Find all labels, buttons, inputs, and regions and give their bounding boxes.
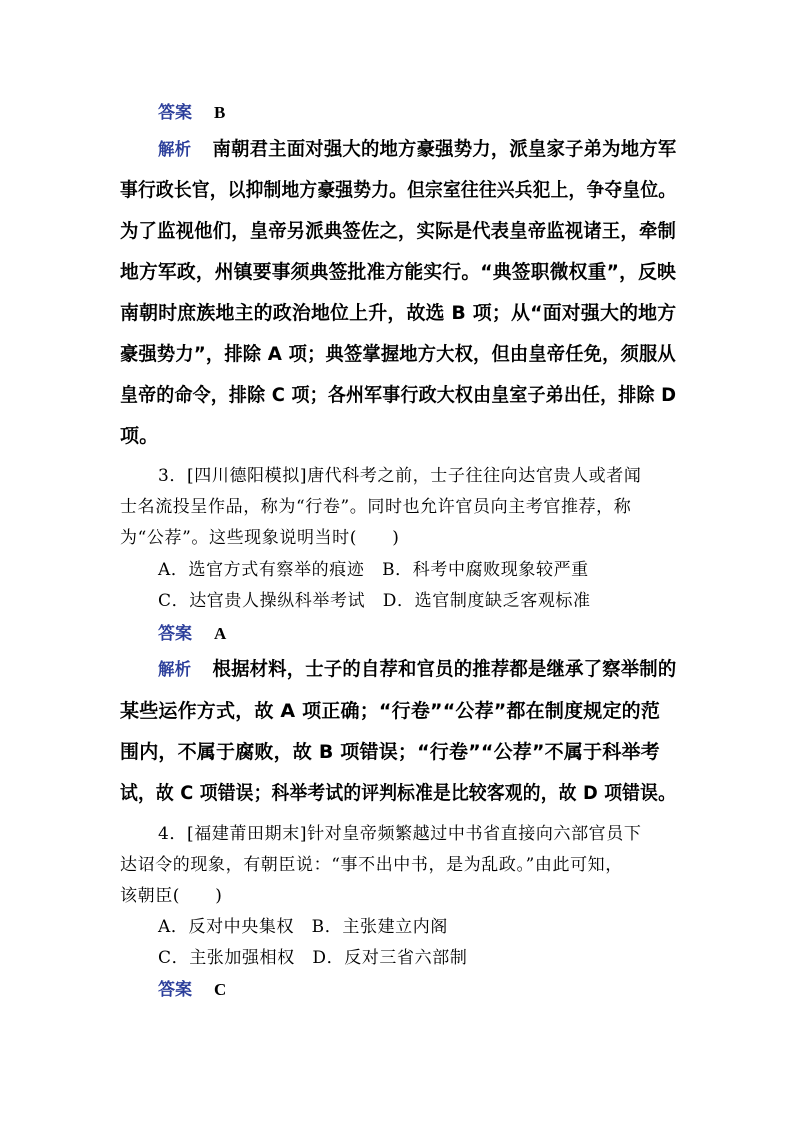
question-4-stem: 4．[福建莆田期末]针对皇帝频繁越过中书省直接向六部官员下 — [158, 824, 642, 844]
analysis-line: 项。 — [120, 425, 159, 447]
answer-value: C — [214, 980, 227, 999]
question-4-options: C．主张加强相权 D．反对三省六部制 — [158, 948, 468, 968]
analysis-line: 某些运作方式，故 A 项正确；“行卷”“公荐”都在制度规定的范 — [120, 700, 661, 722]
analysis-text: 根据材料，士子的自荐和官员的推荐都是继承了察举制的 — [212, 658, 677, 680]
answer-label: 答案 — [158, 624, 192, 644]
analysis-line: 南朝时庶族地主的政治地位上升，故选 B 项；从“面对强大的地方 — [120, 302, 677, 324]
question-3-stem: 3．[四川德阳模拟]唐代科考之前，士子往往向达官贵人或者闻 — [158, 466, 642, 486]
question-4-stem: 该朝臣( ) — [120, 886, 223, 906]
analysis-line: 豪强势力”，排除 A 项；典签掌握地方大权，但由皇帝任免，须服从 — [120, 343, 676, 365]
question-3-options: A．选官方式有察举的痕迹 B．科考中腐败现象较严重 — [158, 560, 589, 580]
analysis-line — [158, 134, 676, 161]
answer-line-4 — [158, 975, 226, 1000]
question-4-options: A．反对中央集权 B．主张建立内阁 — [158, 917, 448, 937]
question-3-stem: 为“公荐”。这些现象说明当时( ) — [120, 528, 400, 548]
answer-label: 答案 — [158, 980, 192, 1000]
analysis-line: 地方军政，州镇要事须典签批准方能实行。“典签职微权重”，反映 — [120, 261, 677, 283]
analysis-line: 围内，不属于腐败，故 B 项错误；“行卷”“公荐”不属于科举考 — [120, 741, 660, 763]
answer-value: B — [214, 103, 226, 122]
analysis-line: 皇帝的命令，排除 C 项；各州军事行政大权由皇室子弟出任，排除 D — [120, 384, 677, 406]
question-3-options: C．达官贵人操纵科举考试 D．选官制度缺乏客观标准 — [158, 591, 591, 611]
analysis-label: 解析 — [158, 660, 192, 680]
analysis-label: 解析 — [158, 140, 192, 160]
question-3-stem: 士名流投呈作品，称为“行卷”。同时也允许官员向主考官推荐，称 — [120, 497, 632, 517]
answer-label: 答案 — [158, 103, 192, 123]
analysis-line — [158, 654, 676, 681]
analysis-line: 事行政长官，以抑制地方豪强势力。但宗室往往兴兵犯上，争夺皇位。 — [120, 179, 677, 201]
analysis-text: 南朝君主面对强大的地方豪强势力，派皇家子弟为地方军 — [212, 138, 677, 160]
analysis-line: 为了监视他们，皇帝另派典签佐之，实际是代表皇帝监视诸王，牵制 — [120, 220, 677, 242]
answer-value: A — [214, 624, 227, 643]
question-4-stem: 达诏令的现象，有朝臣说：“事不出中书，是为乱政。”由此可知， — [120, 855, 623, 875]
answer-line-3 — [158, 619, 226, 644]
answer-line-1 — [158, 98, 225, 123]
analysis-line: 试，故 C 项错误；科举考试的评判标准是比较客观的，故 D 项错误。 — [120, 782, 677, 804]
